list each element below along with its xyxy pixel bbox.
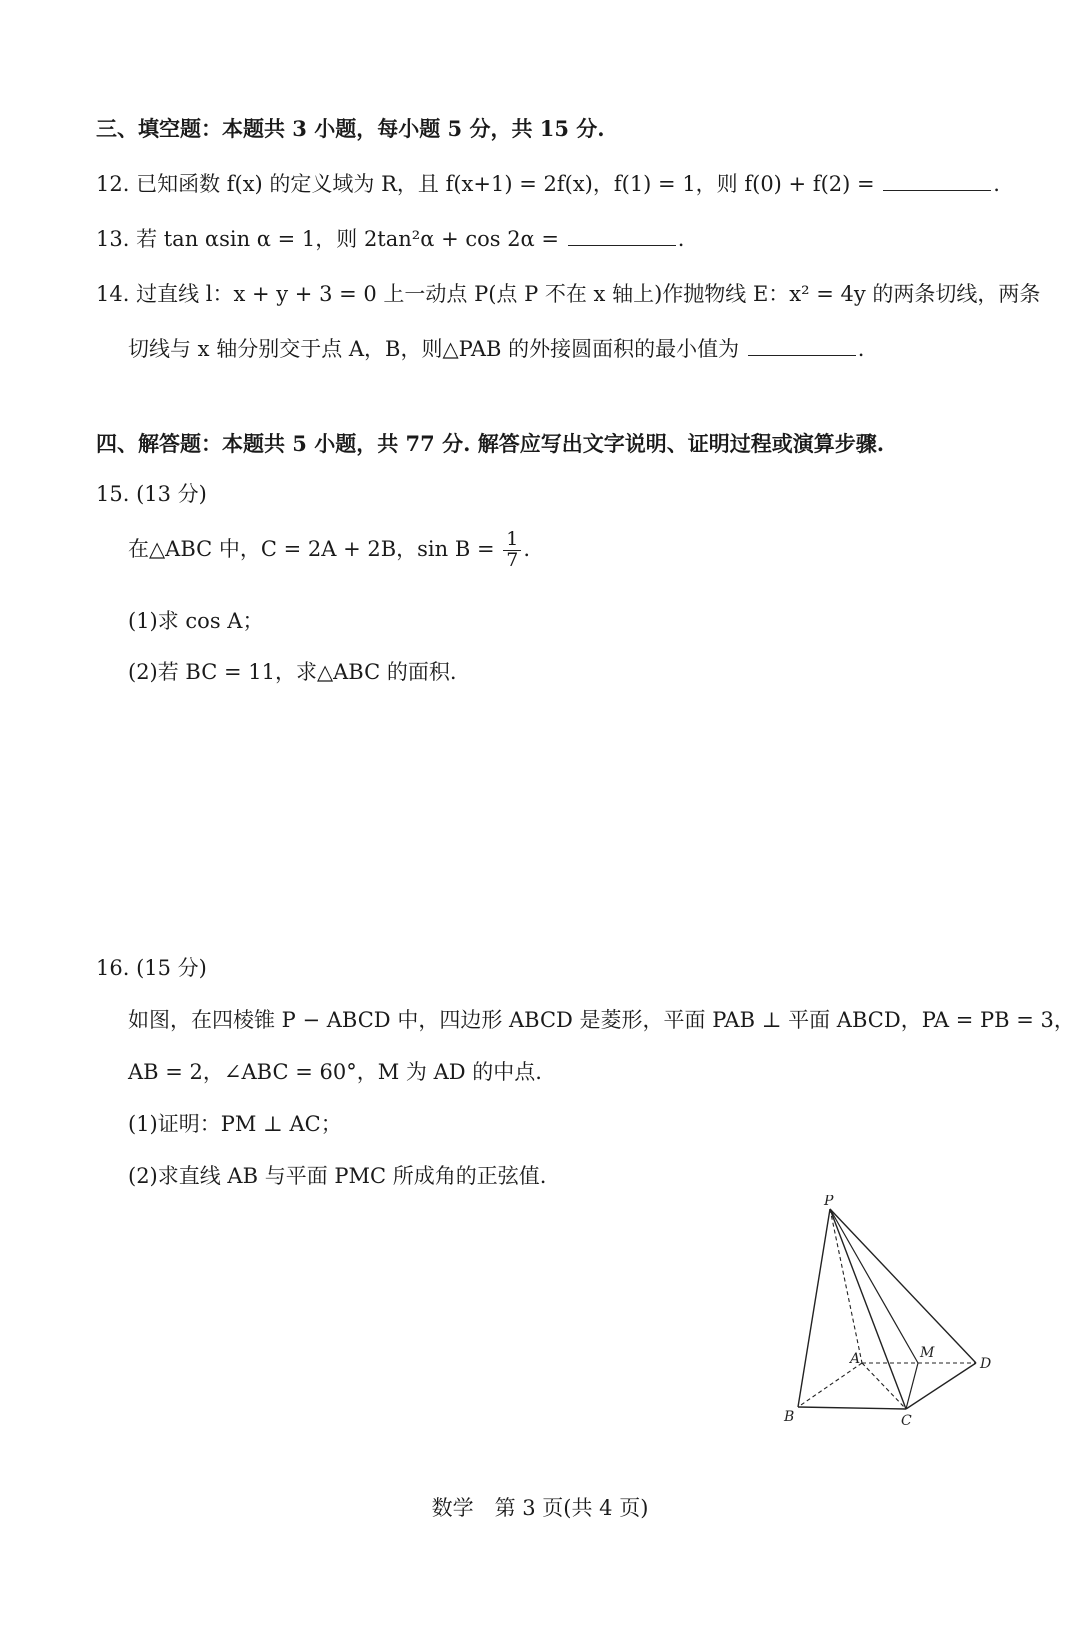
section4-heading: 四、解答题：本题共 5 小题，共 77 分. 解答应写出文字说明、证明过程或演算步骤. — [96, 431, 885, 456]
fraction-one-seventh — [503, 530, 521, 571]
q12-end: . — [993, 172, 1000, 196]
edge-PA — [830, 1209, 862, 1363]
edge-PB — [798, 1209, 830, 1407]
fraction-denominator: 7 — [506, 548, 519, 571]
q13-answer-blank[interactable] — [568, 244, 676, 246]
question-14-line1: 14. 过直线 l：x + y + 3 = 0 上一动点 P(点 P 不在 x 轴上)作抛物线 E：x² = 4y 的两条切线，两条 — [96, 282, 1041, 306]
q16-line2: AB = 2，∠ABC = 60°，M 为 AD 的中点. — [128, 1060, 542, 1084]
q16-part1: (1)证明：PM ⊥ AC； — [128, 1112, 342, 1136]
question-12 — [96, 168, 1000, 198]
q15-part2: (2)若 BC = 11，求△ABC 的面积. — [128, 660, 457, 684]
label-A: A — [850, 1351, 861, 1367]
label-C: C — [901, 1413, 912, 1429]
section3-heading: 三、填空题：本题共 3 小题，每小题 5 分，共 15 分. — [96, 116, 605, 141]
fraction-numerator: 1 — [503, 530, 521, 551]
label-P: P — [824, 1195, 834, 1209]
q14-text: 切线与 x 轴分别交于点 A，B，则△PAB 的外接圆面积的最小值为 — [128, 337, 740, 361]
question-13 — [96, 223, 684, 253]
q16-line1: 如图，在四棱锥 P − ABCD 中，四边形 ABCD 是菱形，平面 PAB ⊥ 平面 ABCD，PA = PB = 3， — [128, 1008, 1075, 1032]
q12-text: 12. 已知函数 f(x) 的定义域为 R，且 f(x+1) = 2f(x)，f(1) = 1，则 f(0) + f(2) = — [96, 172, 875, 196]
q16-header: 16. (15 分) — [96, 956, 207, 980]
edge-BC — [798, 1407, 906, 1409]
q13-text: 13. 若 tan αsin α = 1，则 2tan²α + cos 2α = — [96, 227, 560, 251]
question-14-line2 — [128, 333, 864, 363]
q12-answer-blank[interactable] — [883, 189, 991, 191]
q15-stem-text: 在△ABC 中，C = 2A + 2B，sin B = — [128, 536, 495, 561]
edge-PD — [830, 1209, 976, 1363]
q15-part1: (1)求 cos A； — [128, 609, 264, 633]
label-D: D — [980, 1356, 992, 1372]
q14-end: . — [857, 337, 865, 361]
q15-header: 15. (13 分) — [96, 482, 207, 506]
q15-stem — [128, 530, 530, 571]
edge-PM — [830, 1209, 918, 1363]
q13-end: . — [677, 227, 685, 251]
q15-stem-end: . — [523, 536, 531, 561]
pyramid-figure — [770, 1195, 1010, 1435]
q16-part2: (2)求直线 AB 与平面 PMC 所成角的正弦值. — [128, 1164, 547, 1188]
label-B: B — [784, 1409, 795, 1425]
edge-PC — [830, 1209, 906, 1409]
edge-AC — [862, 1363, 906, 1409]
edge-AB — [798, 1363, 862, 1407]
label-M: M — [920, 1345, 935, 1361]
q14-answer-blank[interactable] — [748, 354, 856, 356]
page-footer: 数学 第 3 页(共 4 页) — [431, 1496, 649, 1520]
